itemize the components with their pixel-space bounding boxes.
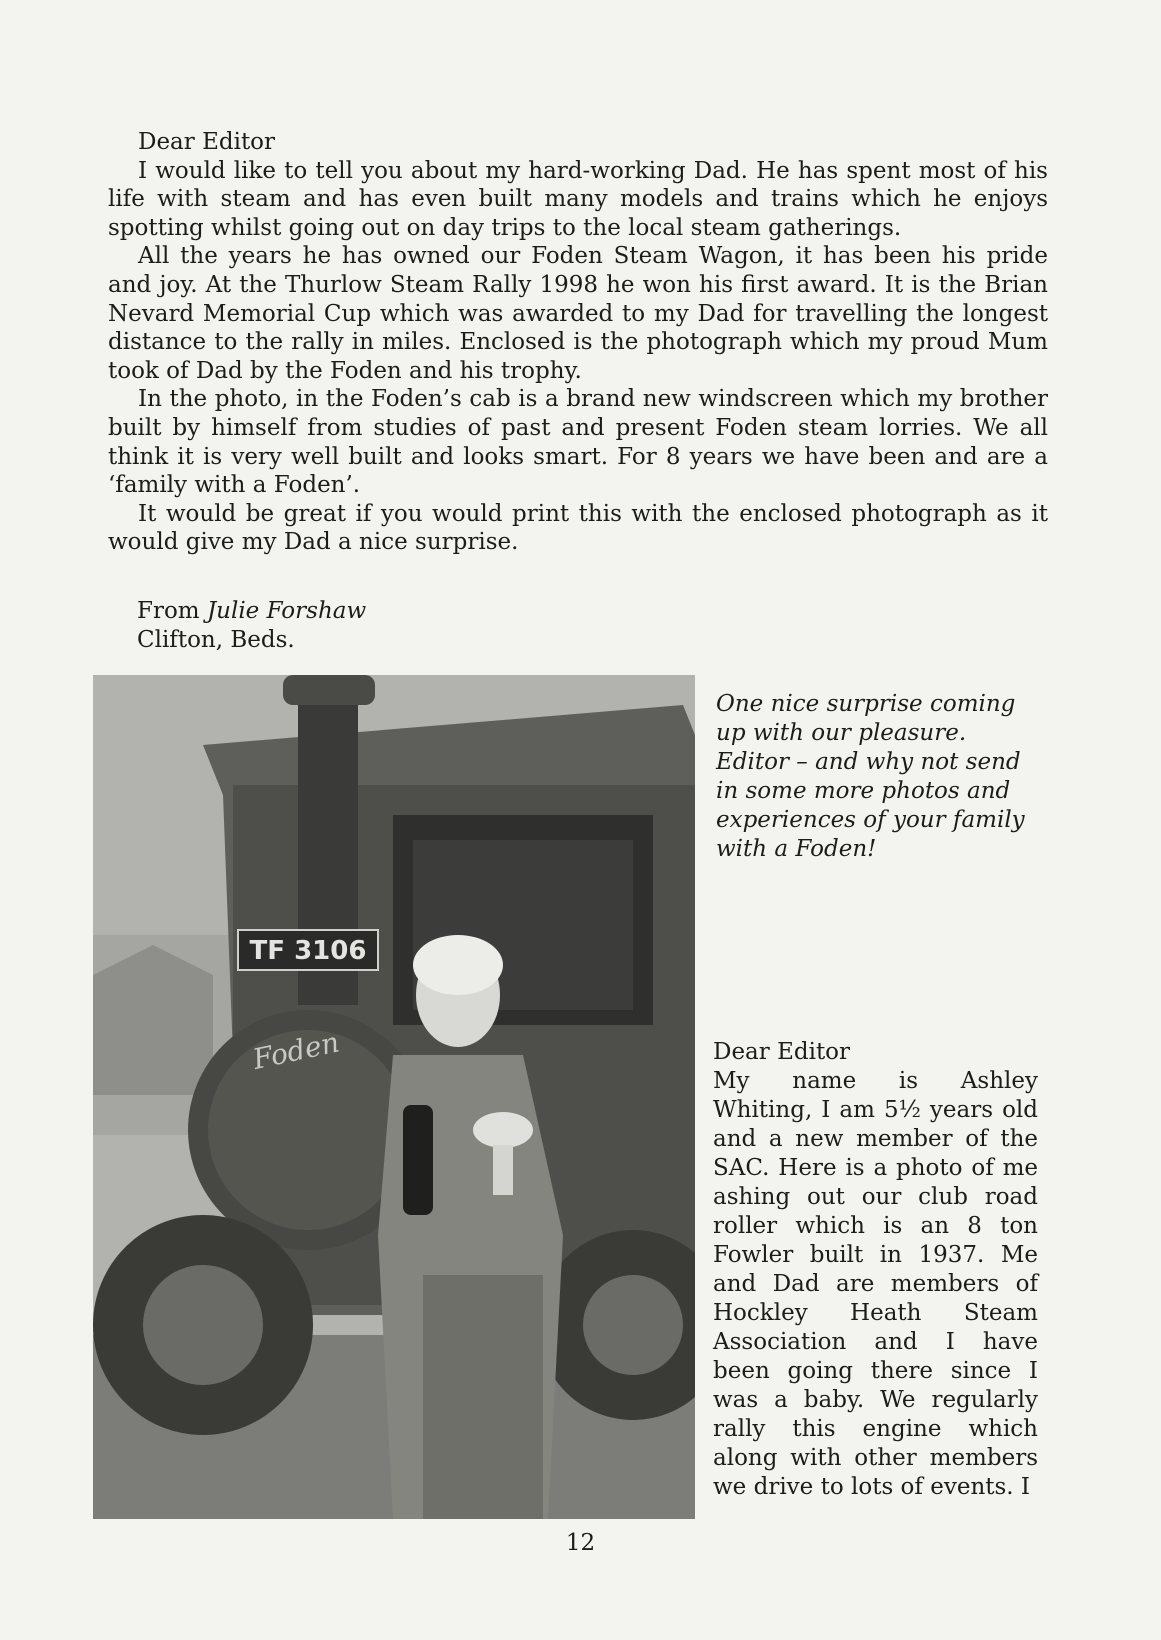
- letter-ashley-whiting: [713, 1038, 1038, 1502]
- letter1-paragraph: It would be great if you would print this with the enclosed photograph as it would give my Dad a nice surprise.: [108, 500, 1048, 556]
- letter-julie-forshaw: [108, 128, 1048, 557]
- author-location: Clifton, Beds.: [137, 627, 295, 653]
- author-name: Julie Forshaw: [206, 598, 367, 624]
- letter1-paragraph: All the years he has owned our Foden Steam Wagon, it has been his pride and joy. At the Thurlow Steam Rally 1998 he won his first award. It is the Brian Nevard Memorial Cup which was awarded to my Dad for travelling the longest distance to the rally in miles. Enclosed is the photograph which my proud Mum took of Dad by the Foden and his trophy.: [108, 243, 1048, 384]
- letter1-greeting: Dear Editor: [138, 129, 276, 155]
- letter2-body: My name is Ashley Whiting, I am 5½ years old and a new member of the SAC. Here is a photo of me ashing out our club road roller which is an 8 ton Fowler built in 1937. Me and Dad are members of Hockley Heath Steam Association and I have been going there since I was a baby. We regularly rally this engine which along with other members we drive to lots of events. I: [713, 1068, 1038, 1500]
- editor-reply: One nice surprise coming up with our pleasure. Editor – and why not send in some more photos and experiences of your family with a Foden!: [716, 691, 1025, 862]
- foden-badge: Foden: [249, 1025, 343, 1076]
- letter1-signature: [137, 597, 366, 655]
- letter1-paragraph: I would like to tell you about my hard-working Dad. He has spent most of his life with steam and has even built many models and trains which he enjoys spotting whilst going out on day trips to the local steam gatherings.: [108, 157, 1048, 241]
- from-label: From: [137, 598, 200, 624]
- page-number: 12: [565, 1530, 596, 1556]
- letter2-greeting: Dear Editor: [713, 1039, 851, 1065]
- registration-plate: TF 3106: [249, 936, 367, 966]
- letter1-paragraph: In the photo, in the Foden’s cab is a brand new windscreen which my brother built by himself from studies of past and present Foden steam lorries. We all think it is very well built and looks smart. For 8 years we have been and are a ‘family with a Foden’.: [108, 386, 1048, 499]
- photo-foden-steam-wagon: [93, 675, 695, 1519]
